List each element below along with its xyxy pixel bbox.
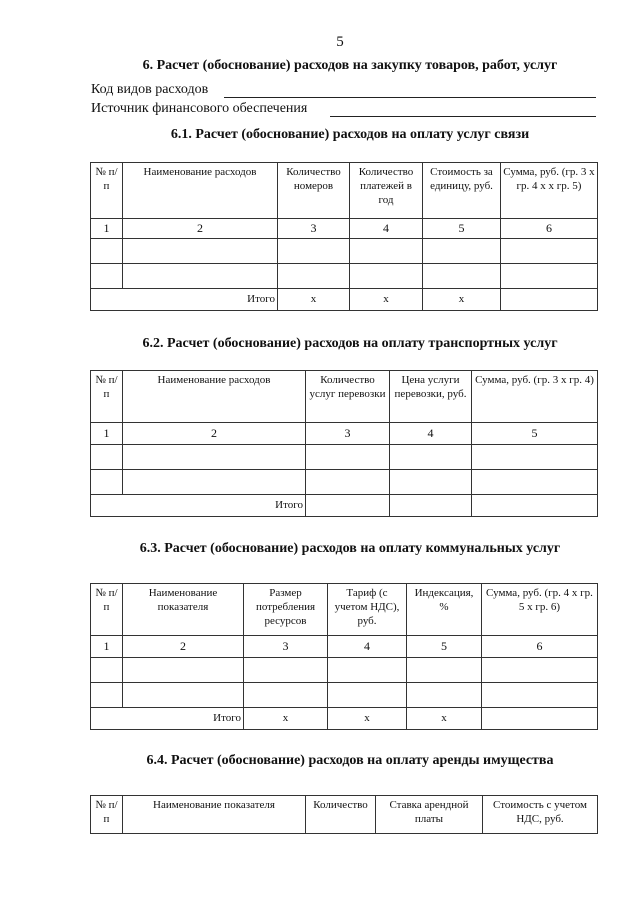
table-cell[interactable] (123, 445, 306, 470)
header-cell: Наименование показателя (123, 796, 306, 834)
header-cell: Количество номеров (278, 163, 350, 219)
table-row (91, 658, 598, 683)
header-cell: Количество (306, 796, 376, 834)
header-cell: № п/п (91, 796, 123, 834)
table-cell[interactable] (306, 470, 390, 495)
header-cell: Сумма, руб. (гр. 4 x гр. 5 x гр. 6) (482, 584, 598, 636)
table-cell[interactable] (91, 264, 123, 289)
column-number: 4 (350, 219, 423, 239)
header-cell: Наименование расходов (123, 371, 306, 423)
total-row (91, 289, 598, 311)
header-cell: № п/п (91, 163, 123, 219)
table-cell[interactable] (407, 658, 482, 683)
column-number: 6 (482, 636, 598, 658)
column-number-row (91, 423, 598, 445)
total-row (91, 708, 598, 730)
header-cell: № п/п (91, 371, 123, 423)
header-cell: Ставка арендной платы (376, 796, 483, 834)
total-label: Итого (91, 495, 306, 517)
header-cell: Стоимость с учетом НДС, руб. (483, 796, 598, 834)
total-cell[interactable] (482, 708, 598, 730)
table-cell[interactable] (328, 683, 407, 708)
table-cell[interactable] (328, 658, 407, 683)
expense-code-field (91, 82, 208, 98)
funding-source-line[interactable] (330, 116, 596, 117)
header-cell: Размер потребления ресурсов (244, 584, 328, 636)
table-header-row (91, 796, 598, 834)
section-6-2-title: 6.2. Расчет (обоснование) расходов на оплату транспортных услуг (142, 336, 558, 351)
total-cell[interactable] (306, 495, 390, 517)
column-number: 4 (328, 636, 407, 658)
table-cell[interactable] (407, 683, 482, 708)
header-cell: Цена услуги перевозки, руб. (390, 371, 472, 423)
table-cell[interactable] (423, 264, 501, 289)
header-cell: № п/п (91, 584, 123, 636)
expense-code-label: Код видов расходов (91, 82, 209, 97)
total-label: Итого (91, 708, 244, 730)
section-6-4-title: 6.4. Расчет (обоснование) расходов на оплату аренды имущества (146, 753, 554, 768)
header-cell: Индексация, % (407, 584, 482, 636)
funding-source-field (91, 101, 307, 117)
table-cell[interactable] (350, 264, 423, 289)
table-cell[interactable] (123, 658, 244, 683)
table-cell[interactable] (278, 239, 350, 264)
table-cell[interactable] (501, 264, 598, 289)
expense-code-line[interactable] (224, 97, 596, 98)
table-cell[interactable] (244, 658, 328, 683)
table-row (91, 264, 598, 289)
table-cell[interactable] (91, 683, 123, 708)
column-number-row (91, 219, 598, 239)
header-cell: Сумма, руб. (гр. 3 x гр. 4) (472, 371, 598, 423)
table-cell[interactable] (123, 239, 278, 264)
total-cell[interactable] (390, 495, 472, 517)
column-number: 1 (91, 636, 123, 658)
column-number: 3 (278, 219, 350, 239)
table-cell[interactable] (482, 683, 598, 708)
table-cell[interactable] (123, 683, 244, 708)
column-number: 2 (123, 219, 278, 239)
funding-source-label: Источник финансового обеспечения (91, 101, 308, 116)
table-cell[interactable] (244, 683, 328, 708)
header-cell: Сумма, руб. (гр. 3 x гр. 4 x x гр. 5) (501, 163, 598, 219)
table-cell[interactable] (123, 264, 278, 289)
table-cell[interactable] (91, 239, 123, 264)
table-row (91, 445, 598, 470)
total-label: Итого (91, 289, 278, 311)
table-cell[interactable] (390, 445, 472, 470)
table-cell[interactable] (390, 470, 472, 495)
column-number: 5 (423, 219, 501, 239)
table-6-2 (90, 370, 598, 517)
table-header-row (91, 584, 598, 636)
total-row (91, 495, 598, 517)
table-cell[interactable] (91, 445, 123, 470)
total-cell: x (350, 289, 423, 311)
total-cell: x (423, 289, 501, 311)
table-header-row (91, 371, 598, 423)
total-cell: x (244, 708, 328, 730)
table-6-1 (90, 162, 598, 311)
table-cell[interactable] (91, 658, 123, 683)
column-number-row (91, 636, 598, 658)
table-row (91, 239, 598, 264)
table-cell[interactable] (91, 470, 123, 495)
table-cell[interactable] (278, 264, 350, 289)
table-cell[interactable] (482, 658, 598, 683)
header-cell: Тариф (с учетом НДС), руб. (328, 584, 407, 636)
column-number: 3 (306, 423, 390, 445)
table-cell[interactable] (472, 445, 598, 470)
table-cell[interactable] (423, 239, 501, 264)
column-number: 3 (244, 636, 328, 658)
column-number: 4 (390, 423, 472, 445)
header-cell: Количество услуг перевозки (306, 371, 390, 423)
column-number: 5 (472, 423, 598, 445)
table-cell[interactable] (123, 470, 306, 495)
total-cell[interactable] (472, 495, 598, 517)
column-number: 6 (501, 219, 598, 239)
column-number: 2 (123, 423, 306, 445)
table-cell[interactable] (472, 470, 598, 495)
table-6-4 (90, 795, 598, 834)
section-6-1-title: 6.1. Расчет (обоснование) расходов на оплату услуг связи (170, 127, 530, 142)
header-cell: Количество платежей в год (350, 163, 423, 219)
column-number: 2 (123, 636, 244, 658)
table-row (91, 470, 598, 495)
total-cell[interactable] (501, 289, 598, 311)
total-cell: x (407, 708, 482, 730)
section-6-3-title: 6.3. Расчет (обоснование) расходов на оплату коммунальных услуг (139, 541, 561, 556)
page-number: 5 (336, 34, 344, 50)
total-cell: x (328, 708, 407, 730)
column-number: 5 (407, 636, 482, 658)
header-cell: Наименование расходов (123, 163, 278, 219)
section-6-title: 6. Расчет (обоснование) расходов на закупку товаров, работ, услуг (142, 58, 558, 73)
table-cell[interactable] (306, 445, 390, 470)
table-6-3 (90, 583, 598, 730)
table-header-row (91, 163, 598, 219)
table-cell[interactable] (501, 239, 598, 264)
header-cell: Стоимость за единицу, руб. (423, 163, 501, 219)
total-cell: x (278, 289, 350, 311)
table-cell[interactable] (350, 239, 423, 264)
column-number: 1 (91, 423, 123, 445)
table-row (91, 683, 598, 708)
header-cell: Наименование показателя (123, 584, 244, 636)
column-number: 1 (91, 219, 123, 239)
